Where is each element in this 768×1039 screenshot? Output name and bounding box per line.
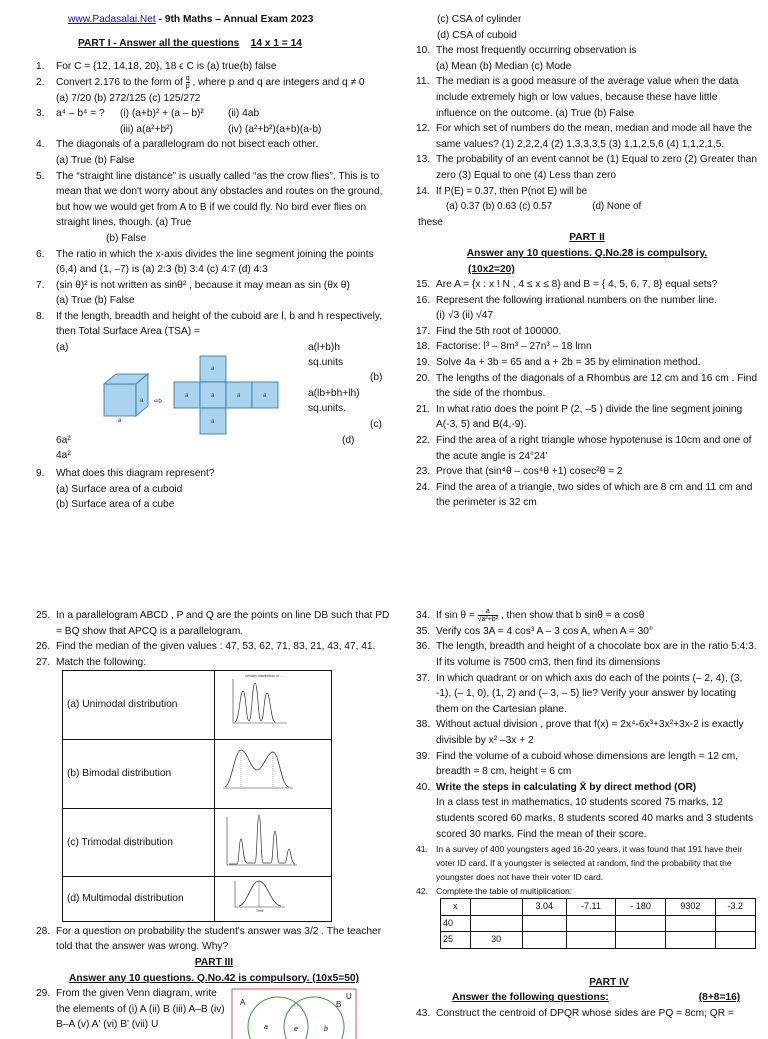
- exam-title: - 9th Maths – Annual Exam 2023: [155, 14, 314, 25]
- question-16: 16. Represent the following irrational numbers on the number line. (i) √3 (ii) √47: [416, 294, 717, 322]
- question-20: 20. The lengths of the diagonals of a Rhombus are 12 cm and 16 cm . Find the side of the rhombus.: [416, 372, 758, 400]
- venn-set-b: [284, 997, 344, 1039]
- question-12: 12. For which set of numbers do the mean, median and mode all have the same values? (1) 2,2,2,4 (2) 1,3,3,3,5 (3) 1,1,2,5,6 (4) 1,1,2,1,5.: [416, 123, 752, 150]
- question-43: 43. Construct the centroid of DPQR whose sides are PQ = 8cm; QR =: [416, 1008, 734, 1020]
- match-left: (b) Bimodal distribution: [63, 739, 215, 808]
- part4-heading: PART IV: [589, 976, 629, 988]
- match-row: [63, 739, 332, 808]
- question-3: 3. a⁴ – b⁴ = ? (i) (a+b)² + (a – b)² (ii) 4ab (iii) a(a²+b²) (iv) (a²+b²)(a+b)(a-b): [36, 108, 322, 135]
- fraction-a-sqrt: $\frac{a}{\text{√a²+b²}}$: [477, 608, 499, 623]
- question-10: 10. The most frequently occurring observation is (a) Mean (b) Median (c) Mode: [416, 45, 637, 72]
- question-39: 39. Find the volume of a cuboid whose dimensions are length = 12 cm, breadth = 8 cm, height = 6 cm: [416, 750, 739, 778]
- match-right: [215, 671, 332, 740]
- question-22: 22. Find the area of a right triangle whose hypotenuse is 10cm and one of the acute angle is 24°24': [416, 435, 752, 462]
- venn-label-b: B: [336, 1000, 342, 1010]
- venn-label-u: U: [346, 992, 352, 1002]
- mult-row: 25 30: [441, 932, 756, 949]
- arrow-icon: ⇨: [154, 396, 163, 408]
- net-label: a: [211, 419, 215, 426]
- header: [36, 12, 392, 28]
- question-27: 27. Match the following:: [36, 656, 147, 668]
- mult-header-row: x 3.04 -7.11 - 180 9302 -3.2: [441, 899, 756, 916]
- question-26: 26. Find the median of the given values : 47, 53, 62, 71, 83, 21, 43, 47, 41.: [36, 641, 376, 653]
- question-21: 21. In what ratio does the point P (2, –5 ) divide the line segment joining A(-3, 5) and B(4,-9).: [416, 403, 743, 431]
- question-40: 40. Write the steps in calculating X̄ by direct method (OR): [416, 781, 697, 793]
- mult-row: 40: [441, 915, 756, 932]
- question-24: 24. Find the area of a triangle, two sides of which are 8 cm and 11 cm and the perimeter is 32 cm: [416, 481, 753, 509]
- question-29: 29. From the given Venn diagram, write the elements of (i) A (ii) B (iii) A–B (iv) B–A (v) A' (vi) B' (vii) U U A B a e b: [36, 986, 392, 1033]
- match-row: [63, 671, 332, 740]
- question-4: 4. The diagonals of a parallelogram do not bisect each other. (a) True (b) False: [36, 139, 319, 166]
- venn-set-a: [248, 997, 308, 1039]
- question-35: 35. Verify cos 3A = 4 cos³ A – 3 cos A, when A = 30°: [416, 625, 654, 637]
- question-38: 38. Without actual division , prove that f(x) = 2x⁴-6x³+3x²+3x-2 is exactly divisible by x² –3x + 2: [416, 719, 744, 746]
- multimodal-chart-icon: [215, 809, 331, 871]
- cube-label-a: a: [140, 398, 144, 405]
- fraction-p-q: $\frac{q}{p}$: [185, 74, 190, 90]
- bimodal-chart-icon: [215, 740, 331, 802]
- match-table: [62, 670, 332, 921]
- svg-text:a: a: [264, 1024, 268, 1032]
- question-2-options: (a) 7/20 (b) 272/125 (c) 125/272: [56, 92, 201, 104]
- question-13: 13. The probability of an event cannot be (1) Equal to zero (2) Greater than zero (3) Equal to one (4) Less than zero: [416, 154, 758, 181]
- net-label: a: [185, 393, 189, 400]
- question-42: 42. Complete the table of multiplication:: [416, 886, 573, 897]
- match-left: (d) Multimodal distribution: [63, 877, 215, 922]
- net-label: a: [211, 393, 215, 400]
- multiplication-table: [440, 898, 756, 949]
- venn-diagram: [230, 987, 360, 1039]
- part4-instructions: Answer the following questions: (8+8=16): [452, 992, 741, 1004]
- question-9: 9. What does this diagram represent? (a) Surface area of a cuboid (b) Surface area of a cube: [36, 468, 215, 511]
- part2-marks: (10x2=20): [468, 263, 515, 275]
- cube-3d: [104, 374, 148, 416]
- question-8: 8. If the length, breadth and height of the cuboid are l, b and h respectively, then Total Surface Area (TSA) =: [36, 310, 383, 338]
- site-link[interactable]: www.Padasalai.Net: [68, 14, 156, 25]
- venn-label-a: A: [240, 998, 246, 1008]
- trimodal-chart-icon: [215, 671, 331, 733]
- question-36: 36. The length, breadth and height of a chocolate box are in the ratio 5:4:3. If its volume is 7500 cm3, then find its dimensions: [416, 641, 757, 668]
- svg-text:e: e: [294, 1026, 298, 1034]
- match-left: (c) Trimodal distribution: [63, 808, 215, 877]
- match-row: [63, 877, 332, 922]
- net-label: a: [211, 366, 215, 373]
- part2-heading: PART II: [569, 232, 605, 244]
- match-right: [215, 808, 332, 877]
- question-15: 15. Are A = {x : x ! N , 4 ≤ x ≤ 8} and B = { 4, 5, 6, 7, 8} equal sets?: [416, 279, 718, 291]
- part2-instructions: Answer any 10 questions. Q.No.28 is compulsory.: [466, 247, 708, 259]
- question-1: 1. For C = {12, 14,18, 20}, 18 ϵ C is (a) true(b) false: [36, 61, 277, 73]
- net-label: a: [237, 393, 241, 400]
- unimodal-chart-icon: [215, 877, 331, 915]
- match-left: (a) Unimodal distribution: [63, 671, 215, 740]
- question-28: 28. For a question on probability the student's answer was 3/2 . The teacher told that the answer was wrong. Why?: [36, 925, 382, 953]
- match-right: [215, 877, 332, 922]
- q14-these: these: [418, 216, 443, 228]
- question-34: 34. If sin θ = $\frac{a}{\text{√a²+b²}}$ , then show that b sinθ = a cosθ: [416, 608, 645, 623]
- svg-text:b: b: [324, 1026, 328, 1034]
- question-25: 25. In a parallelogram ABCD , P and Q are the points on line DB such that PD = BQ show that APCQ is a parallelogram.: [36, 610, 390, 637]
- question-17: 17. Find the 5th root of 100000.: [416, 325, 562, 337]
- question-40-alt: In a class test in mathematics, 10 students scored 75 marks, 12 students scored 60 marks, 8 students scored 40 marks and 3 students scored 30 marks. Find the mean of their score.: [436, 797, 754, 840]
- cube-net-diagram: [96, 352, 306, 448]
- question-18: 18. Factorise: l³ – 8m³ – 27n³ – 18 lmn: [416, 341, 592, 353]
- question-41: 41. In a survey of 400 youngsters aged 16-20 years, it was found that 191 have their voter ID card. If a youngster is selected at random, find the probability that the youngster does not have their voter ID card.: [416, 844, 743, 883]
- question-8-options: (a) a(l+b)h sq.units (b) a(lb+bh+lh) sq.units. (c) (d) 6a² 4a² a a ⇨ a a a a a a: [56, 342, 383, 462]
- part1-heading: PART I - Answer all the questions 14 x 1 = 14: [78, 37, 302, 49]
- part3-instructions: Answer any 10 questions. Q.No.42 is compulsory. (10x5=50): [69, 972, 359, 984]
- question-2: 2. Convert 2.176 to the form of $\frac{q}{p}$ , where p and q are integers and q ≠ 0: [36, 74, 365, 90]
- question-23: 23. Prove that (sin⁴θ – cos⁴θ +1) cosec²θ = 2: [416, 466, 623, 478]
- question-6: 6. The ratio in which the x-axis divides the line segment joining the points (6,4) and (1, –7) is (a) 2:3 (b) 3:4 (c) 4:7 (d) 4:3: [36, 248, 374, 276]
- question-37: 37. In which quadrant or on which axis do each of the points (– 2, 4), (3, -1), (– 1, 0), (1, 2) and (– 3, – 5) lie? Verify your answer by locating them on the Cartesian plane.: [416, 672, 743, 715]
- chart-x-label: Time: [256, 909, 264, 914]
- question-11: 11. The median is a good measure of the average value when the data include extremely high or low values, because these have little influence on the outcome. (a) True (b) False: [416, 76, 739, 119]
- part3-heading: PART III: [194, 956, 234, 968]
- q9-options-cont: (c) CSA of cylinder (d) CSA of cuboid: [437, 14, 522, 41]
- cube-label-b: a: [118, 418, 122, 425]
- question-14: 14. If P(E) = 0.37, then P(not E) will be (a) 0.37 (b) 0.63 (c) 0.57 (d) None of: [416, 185, 642, 213]
- question-19: 19. Solve 4a + 3b = 65 and a + 2b = 35 by elimination method.: [416, 357, 701, 369]
- chart-title: Velocity distribution of ...: [245, 674, 283, 679]
- match-row: [63, 808, 332, 877]
- question-7: 7. (sin θ)² is not written as sinθ² , because it may mean as sin (θx θ) (a) True (b) False: [36, 279, 350, 307]
- question-5: 5. The “straight line distance” is usually called “as the crow flies”. This is to mean that we don't worry about any obstacles and routes on the ground, but how we would get from A to B if we could fly. No bird ever flies on straight lines, though. (a) True (b) False: [36, 170, 383, 244]
- match-right: [215, 739, 332, 808]
- net-label: a: [263, 393, 267, 400]
